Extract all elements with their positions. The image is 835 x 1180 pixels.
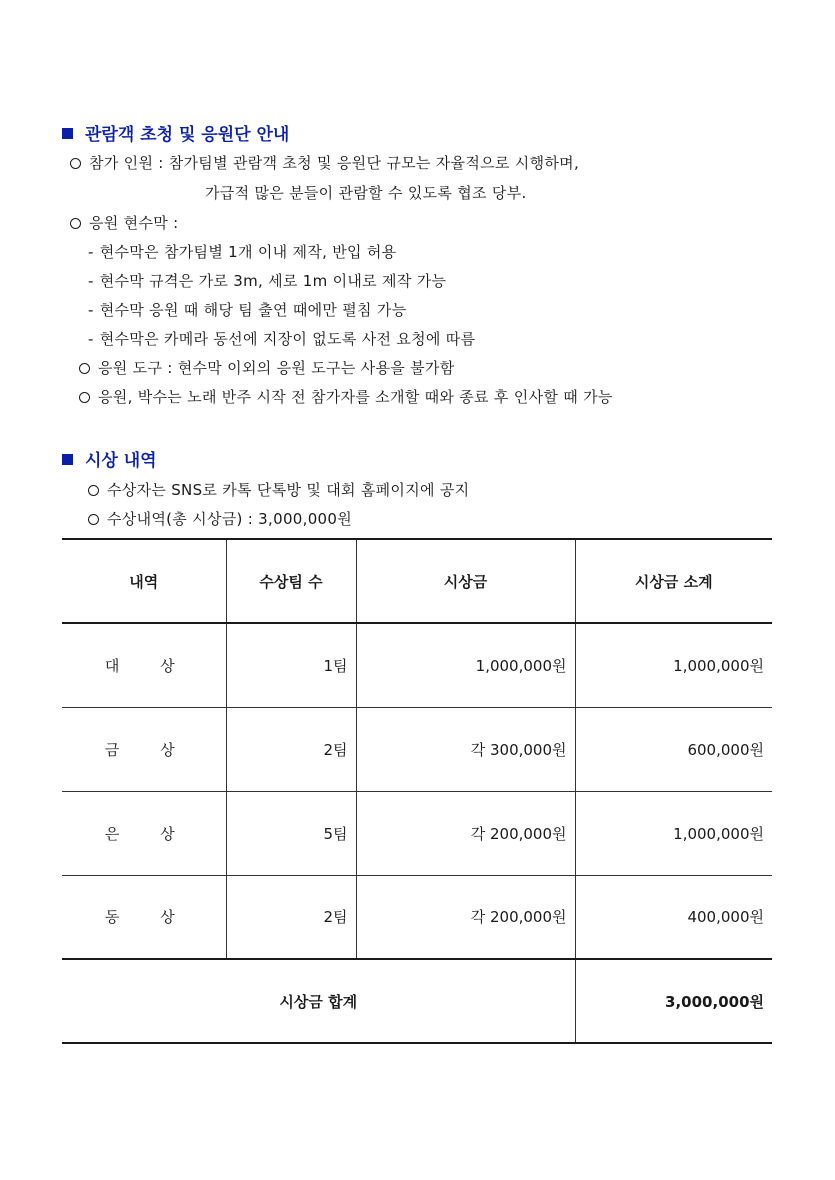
prize-subtotal: 1,000,000원	[575, 623, 772, 707]
clapping-text: 응원, 박수는 노래 반주 시작 전 참가자를 소개할 때와 종료 후 인사할 때 가능	[98, 388, 613, 406]
table-row	[62, 875, 772, 959]
header-award: 내역	[62, 539, 226, 623]
notice-text: 수상자는 SNS로 카톡 단톡방 및 대회 홈페이지에 공지	[107, 481, 470, 499]
prize-amount: 각 200,000원	[356, 875, 575, 959]
section-heading-awards	[62, 446, 157, 471]
circle-bullet-icon	[79, 363, 90, 374]
banner-title-line	[70, 212, 178, 233]
dash-bullet-icon: -	[88, 301, 94, 319]
participants-text-continued: 가급적 많은 분들이 관람할 수 있도록 협조 당부.	[205, 184, 527, 202]
tools-text: 응원 도구 : 현수막 이외의 응원 도구는 사용을 불가함	[98, 359, 455, 377]
banner-item-text: 현수막 규격은 가로 3m, 세로 1m 이내로 제작 가능	[99, 272, 447, 290]
participants-line	[70, 152, 579, 173]
award-name: 대 상	[62, 623, 226, 707]
prize-subtotal: 1,000,000원	[575, 791, 772, 875]
prize-subtotal: 400,000원	[575, 875, 772, 959]
header-teams: 수상팀 수	[226, 539, 356, 623]
table-row	[62, 791, 772, 875]
clapping-line	[79, 386, 613, 407]
section-heading-audience	[62, 120, 289, 145]
banner-title: 응원 현수막 :	[89, 214, 179, 232]
header-subtotal: 시상금 소계	[575, 539, 772, 623]
team-count: 2팀	[226, 707, 356, 791]
dash-bullet-icon: -	[88, 330, 94, 348]
table-row	[62, 623, 772, 707]
total-label: 시상금 합계	[62, 959, 575, 1043]
participants-text: 참가 인원 : 참가팀별 관람객 초청 및 응원단 규모는 자율적으로 시행하며,	[89, 154, 580, 172]
list-item	[88, 299, 407, 320]
circle-bullet-icon	[88, 514, 99, 525]
table-row	[62, 707, 772, 791]
prize-subtotal: 600,000원	[575, 707, 772, 791]
total-prize-line	[88, 508, 352, 529]
list-item	[88, 270, 446, 291]
table-header-row	[62, 539, 772, 623]
banner-item-text: 현수막은 참가팀별 1개 이내 제작, 반입 허용	[99, 243, 397, 261]
award-name: 동 상	[62, 875, 226, 959]
total-value: 3,000,000원	[575, 959, 772, 1043]
awards-table	[62, 538, 772, 1044]
prize-amount: 1,000,000원	[356, 623, 575, 707]
list-item	[88, 241, 396, 262]
square-bullet-icon	[62, 454, 73, 465]
total-prize-text: 수상내역(총 시상금) : 3,000,000원	[107, 510, 353, 528]
prize-amount: 각 300,000원	[356, 707, 575, 791]
table-total-row	[62, 959, 772, 1043]
participants-line-continued	[205, 182, 527, 203]
award-name: 은 상	[62, 791, 226, 875]
prize-amount: 각 200,000원	[356, 791, 575, 875]
team-count: 5팀	[226, 791, 356, 875]
circle-bullet-icon	[70, 218, 81, 229]
header-prize: 시상금	[356, 539, 575, 623]
circle-bullet-icon	[79, 392, 90, 403]
section-heading-text: 관람객 초청 및 응원단 안내	[85, 125, 290, 145]
circle-bullet-icon	[70, 158, 81, 169]
list-item	[88, 328, 475, 349]
dash-bullet-icon: -	[88, 243, 94, 261]
award-name: 금 상	[62, 707, 226, 791]
team-count: 2팀	[226, 875, 356, 959]
circle-bullet-icon	[88, 485, 99, 496]
banner-item-text: 현수막 응원 때 해당 팀 출연 때에만 펼침 가능	[99, 301, 407, 319]
team-count: 1팀	[226, 623, 356, 707]
notice-line	[88, 479, 469, 500]
section-heading-text: 시상 내역	[85, 451, 157, 471]
tools-line	[79, 357, 455, 378]
banner-item-text: 현수막은 카메라 동선에 지장이 없도록 사전 요청에 따름	[99, 330, 476, 348]
dash-bullet-icon: -	[88, 272, 94, 290]
square-bullet-icon	[62, 128, 73, 139]
